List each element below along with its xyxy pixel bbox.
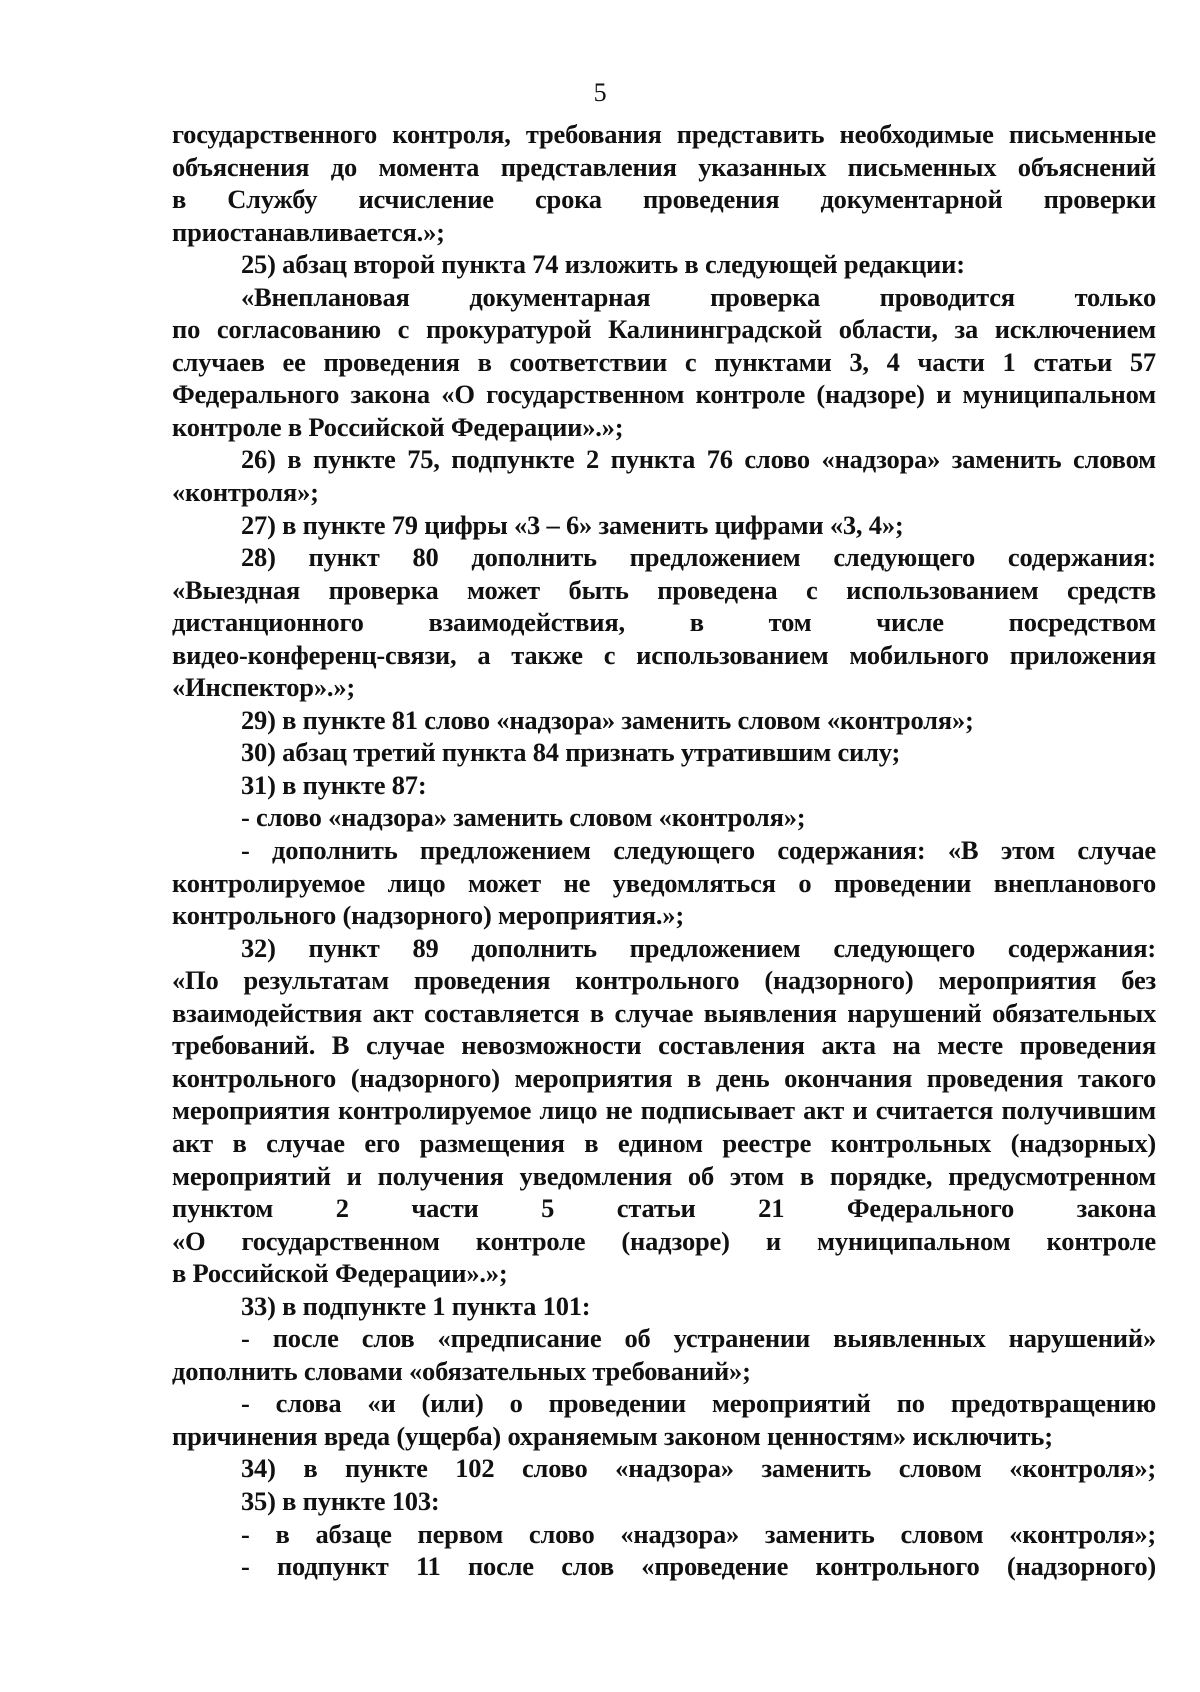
page-number: 5 — [593, 78, 607, 107]
text-line: в Российской Федерации».»; — [172, 1258, 508, 1289]
text-line: дистанционного взаимодействия, в том числе посредством — [172, 607, 1156, 638]
text-line: в Службу исчисление срока проведения документарной проверки — [172, 184, 1156, 215]
text-line: 32) пункт 89 дополнить предложением следующего содержания: — [241, 932, 1156, 963]
text-line: мероприятий и получения уведомления об этом в порядке, предусмотренном — [172, 1160, 1156, 1191]
text-line: 34) в пункте 102 слово «надзора» заменить словом «контроля»; — [241, 1453, 1156, 1484]
text-line: контрольного (надзорного) мероприятия в день окончания проведения такого — [172, 1062, 1156, 1093]
text-line: 31) в пункте 87: — [241, 769, 427, 800]
text-line: 30) абзац третий пункта 84 признать утратившим силу; — [241, 737, 901, 768]
text-line: пунктом 2 части 5 статьи 21 Федерального закона — [172, 1193, 1156, 1224]
text-line: 35) в пункте 103: — [241, 1485, 440, 1516]
text-line: причинения вреда (ущерба) охраняемым законом ценностям» исключить; — [172, 1420, 1053, 1451]
text-line: взаимодействия акт составляется в случае выявления нарушений обязательных — [172, 997, 1156, 1028]
text-line: видео-конференц-связи, а также с использованием мобильного приложения — [172, 639, 1156, 670]
text-line: дополнить словами «обязательных требований»; — [172, 1355, 751, 1386]
text-line: 26) в пункте 75, подпункте 2 пункта 76 слово «надзора» заменить словом — [241, 444, 1156, 475]
text-line: «Инспектор».»; — [172, 672, 355, 703]
text-line: акт в случае его размещения в едином реестре контрольных (надзорных) — [172, 1127, 1156, 1158]
text-line: - подпункт 11 после слов «проведение контрольного (надзорного) — [241, 1551, 1156, 1582]
text-line: контрольного (надзорного) мероприятия.»; — [172, 900, 684, 931]
text-line: по согласованию с прокуратурой Калининградской области, за исключением — [172, 314, 1156, 345]
text-line: «О государственном контроле (надзоре) и муниципальном контроле — [172, 1225, 1156, 1256]
text-line: «контроля»; — [172, 477, 319, 508]
text-line: 28) пункт 80 дополнить предложением следующего содержания: — [241, 542, 1156, 573]
text-line: - дополнить предложением следующего содержания: «В этом случае — [241, 835, 1156, 866]
text-line: мероприятия контролируемое лицо не подписывает акт и считается получившим — [172, 1095, 1156, 1126]
text-line: требований. В случае невозможности составления акта на месте проведения — [172, 1030, 1156, 1061]
text-line: 29) в пункте 81 слово «надзора» заменить словом «контроля»; — [241, 704, 974, 735]
text-line: «Выездная проверка может быть проведена с использованием средств — [172, 574, 1156, 605]
text-line: Федерального закона «О государственном контроле (надзоре) и муниципальном — [172, 379, 1156, 410]
text-line: - в абзаце первом слово «надзора» заменить словом «контроля»; — [241, 1518, 1156, 1549]
text-line: контролируемое лицо может не уведомляться о проведении внепланового — [172, 867, 1156, 898]
text-line: контроле в Российской Федерации».»; — [172, 411, 624, 442]
text-line: государственного контроля, требования представить необходимые письменные — [172, 119, 1156, 149]
text-line: 25) абзац второй пункта 74 изложить в следующей редакции: — [241, 249, 965, 280]
text-line: 33) в подпункте 1 пункта 101: — [241, 1290, 591, 1321]
text-line: 27) в пункте 79 цифры «3 – 6» заменить цифрами «3, 4»; — [241, 509, 904, 540]
document-body — [172, 118, 1156, 1583]
text-line: приостанавливается.»; — [172, 216, 445, 247]
text-line: «Внеплановая документарная проверка проводится только — [241, 281, 1156, 312]
text-line: - слово «надзора» заменить словом «контроля»; — [241, 802, 806, 833]
text-line: случаев ее проведения в соответствии с пунктами 3, 4 части 1 статьи 57 — [172, 346, 1156, 377]
text-line: - после слов «предписание об устранении выявленных нарушений» — [241, 1323, 1156, 1354]
text-line: объяснения до момента представления указанных письменных объяснений — [172, 151, 1156, 182]
text-line: - слова «и (или) о проведении мероприятий по предотвращению — [241, 1388, 1156, 1419]
text-line: «По результатам проведения контрольного (надзорного) мероприятия без — [172, 965, 1156, 996]
